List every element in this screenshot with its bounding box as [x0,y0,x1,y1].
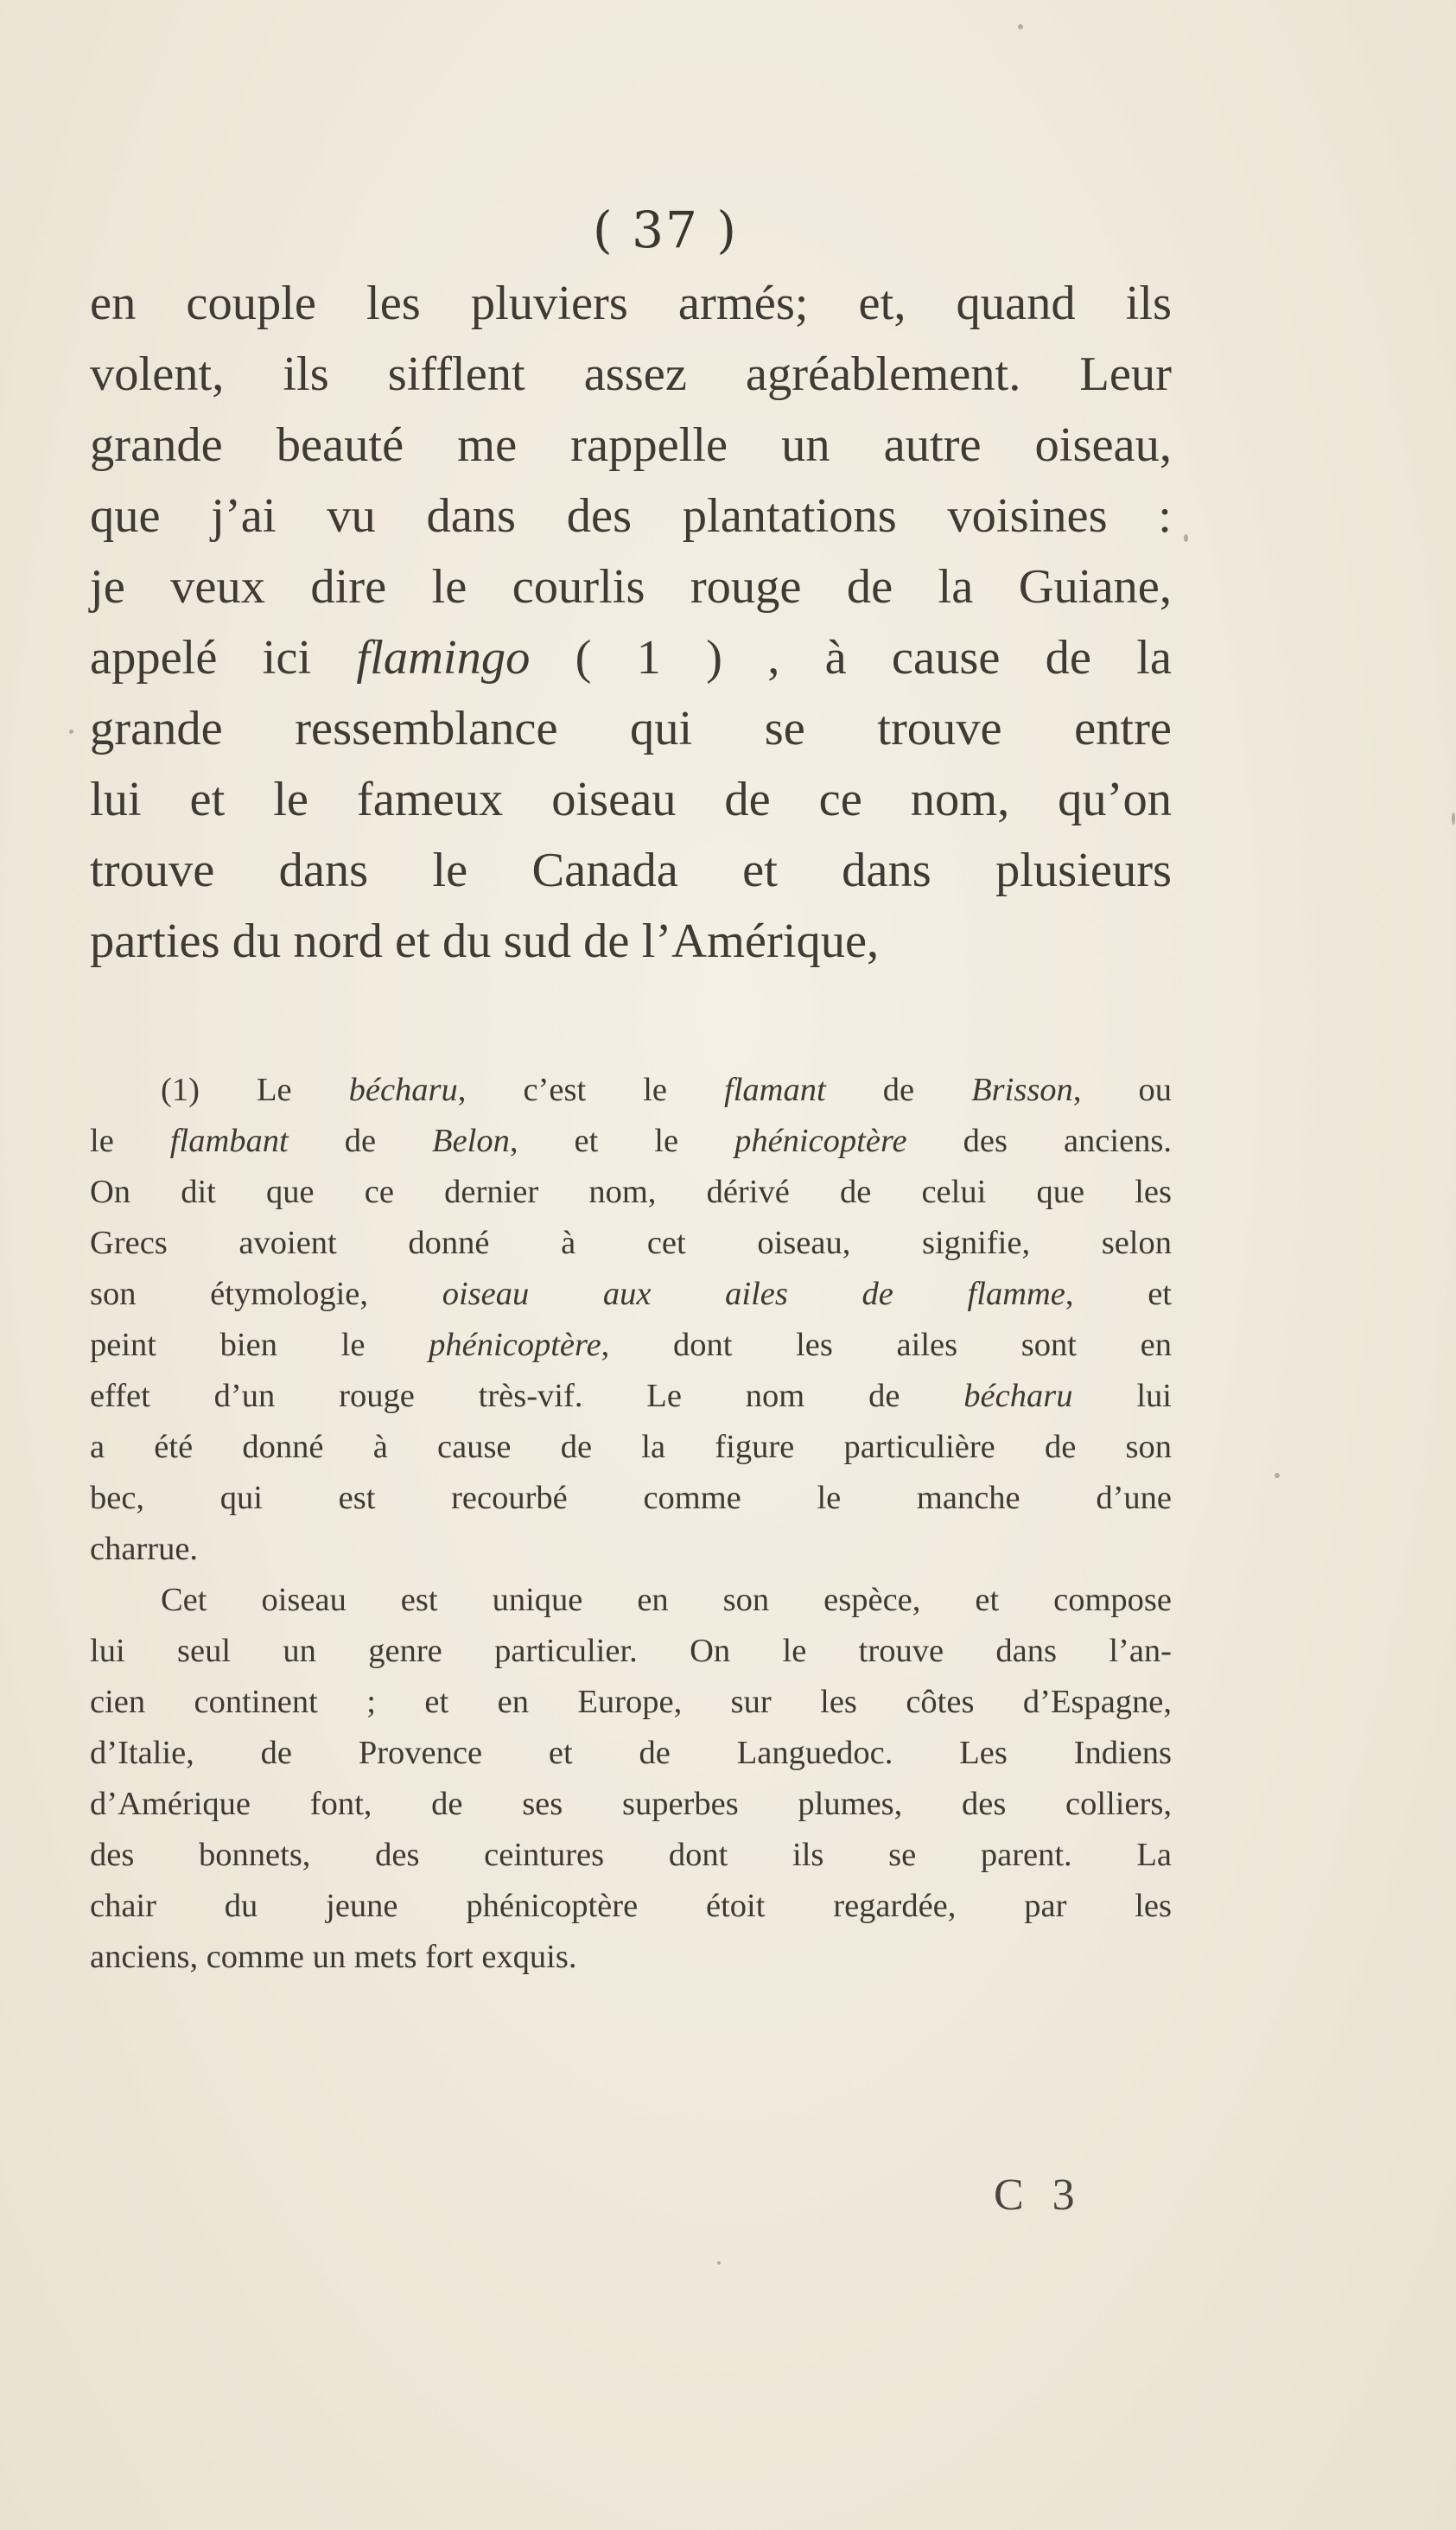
footnote-line: son étymologie, oiseau aux ailes de flamme, et [90,1276,1172,1312]
paper-speck [69,730,73,734]
text-line: lui et le fameux oiseau de ce nom, qu’on [90,773,1172,826]
footnote-line: peint bien le phénicoptère, dont les ailes sont en [90,1327,1172,1363]
text-line: trouve dans le Canada et dans plusieurs [90,844,1172,897]
footnote [90,1065,1172,1983]
text-line: en couple les pluviers armés; et, quand ils [90,277,1172,330]
footnote-line: anciens, comme un mets fort exquis. [90,1939,577,1975]
text-line: je veux dire le courlis rouge de la Guiane, [90,560,1172,614]
text-line: volent, ils sifflent assez agréablement. Leur [90,347,1172,401]
text-line: grande ressemblance qui se trouve entre [90,702,1172,755]
footnote-line: charrue. [90,1531,199,1567]
signature-mark: C 3 [994,2170,1084,2220]
paper-speck [1452,813,1455,825]
footnote-line: effet d’un rouge très-vif. Le nom de bécharu lui [90,1378,1172,1414]
footnote-line: a été donné à cause de la figure particulière de son [90,1429,1172,1465]
footnote-line: cien continent ; et en Europe, sur les côtes d’Espagne, [90,1684,1172,1720]
text-line: grande beauté me rappelle un autre oiseau, [90,418,1172,472]
footnote-line: des bonnets, des ceintures dont ils se parent. La [90,1837,1172,1873]
paper-speck [1275,1473,1280,1478]
footnote-line: Grecs avoient donné à cet oiseau, signifie, selon [90,1225,1172,1261]
footnote-line: On dit que ce dernier nom, dérivé de celui que les [90,1174,1172,1210]
footnote-line: chair du jeune phénicoptère étoit regardée, par les [90,1888,1172,1924]
text-line: que j’ai vu dans des plantations voisines : [90,489,1172,543]
footnote-line: d’Italie, de Provence et de Languedoc. Les Indiens [90,1735,1172,1771]
footnote-line: lui seul un genre particulier. On le trouve dans l’an- [90,1633,1172,1669]
footnote-line: le flambant de Belon, et le phénicoptère des anciens. [90,1123,1173,1159]
main-paragraph [90,268,1172,977]
text-line: appelé ici flamingo ( 1 ) , à cause de la [90,631,1173,685]
footnote-line: d’Amérique font, de ses superbes plumes, des colliers, [90,1786,1172,1822]
paper-speck [717,2261,721,2265]
footnote-line: Cet oiseau est unique en son espèce, et compose [161,1582,1172,1618]
page-number: ( 37 ) [593,201,738,259]
footnote-line: bec, qui est recourbé comme le manche d’une [90,1480,1172,1516]
footnote-line: (1) Le bécharu, c’est le flamant de Brisson, ou [161,1072,1172,1108]
paper-speck [1184,534,1188,542]
text-line: parties du nord et du sud de l’Amérique, [90,914,880,968]
italic-word: flamingo [356,631,531,685]
paper-speck [1018,24,1023,29]
